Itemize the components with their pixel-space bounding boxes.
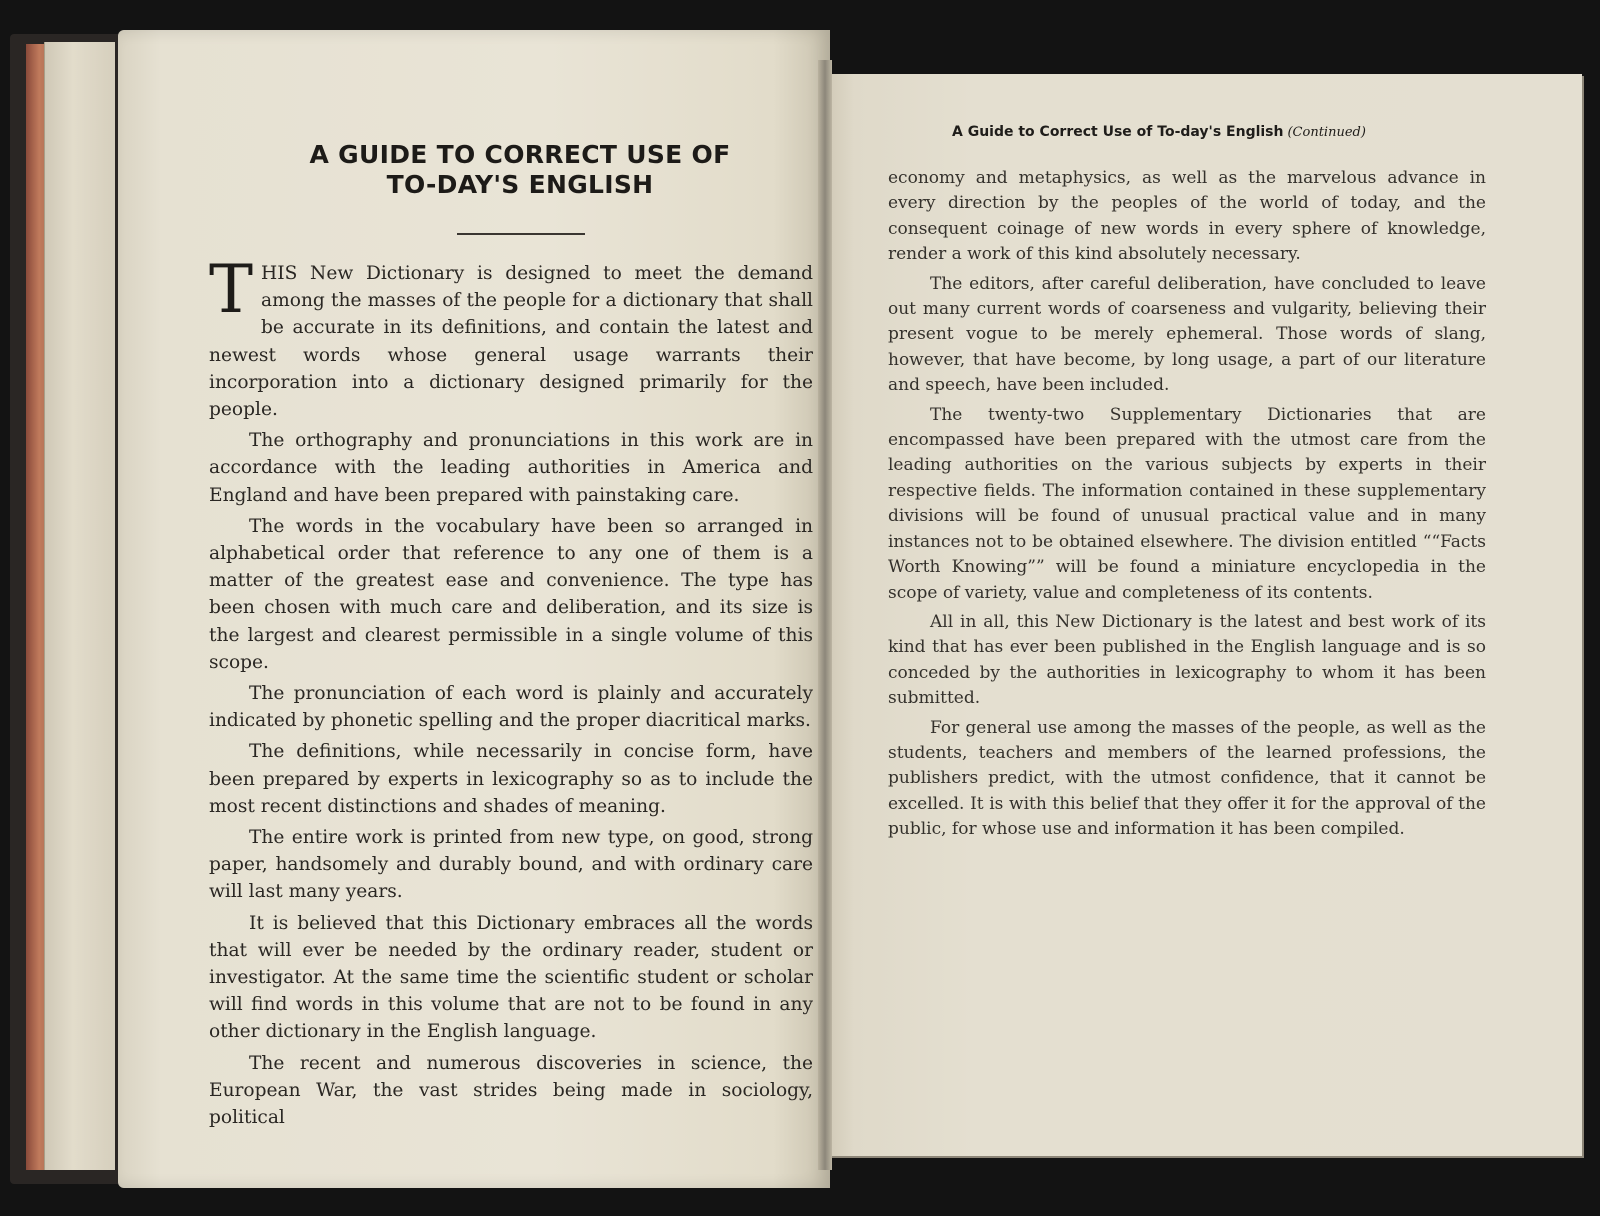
paragraph-supplementary: The twenty-two Supplementary Dictionaries that are encompassed have been prepared with the utmost care from the leading authorities on the various subjects by experts in their respective fields. The information contained in these supplementary divisions will be found of unusual practical value and in many instances not to be obtained elsewhere. The division entitled ““Facts Worth Knowing”” will be found a miniature encyclopedia in the scope of variety, value and completeness of its contents. <box>888 404 1486 603</box>
paragraph-continuation: economy and metaphysics, as well as the marvelous advance in every direction by the peoples of the world of today, and the consequent coinage of new words in every sphere of knowledge, render a work of this kind absolutely necessary. <box>888 168 1486 265</box>
paragraph-discoveries: The recent and numerous discoveries in science, the European War, the vast strides being made in sociology, political <box>209 1052 813 1129</box>
paragraph-intro <box>209 251 813 423</box>
paragraph-pronunciation: The pronunciation of each word is plainly and accurately indicated by phonetic spelling and the proper diacritical marks. <box>209 683 813 732</box>
running-head-text: A Guide to Correct Use of To-day's English <box>952 124 1284 140</box>
title-line-2: TO-DAY'S ENGLISH <box>386 170 654 199</box>
book-gutter <box>818 60 832 1170</box>
title-line-1: A GUIDE TO CORRECT USE OF <box>309 140 731 169</box>
paragraph-definitions: The definitions, while necessarily in concise form, have been prepared by experts in lexicography so as to include the most recent distinctions and shades of meaning. <box>209 741 813 817</box>
drop-cap: T <box>209 251 254 328</box>
paragraph-summary: All in all, this New Dictionary is the latest and best work of its kind that has ever been published in the English language and is so conceded by the authorities in lexicography to whom it has been submitted. <box>888 611 1486 709</box>
page-title <box>180 140 860 200</box>
right-text-column <box>888 166 1486 847</box>
page-stack-edge <box>44 42 115 1170</box>
paragraph-coverage: It is believed that this Dictionary embraces all the words that will ever be needed by the ordinary reader, student or investigator. At the same time the scientific student or scholar will find words in this volume that are not to be found in any other dictionary in the English language. <box>209 912 813 1043</box>
running-head <box>952 124 1472 140</box>
left-text-column <box>209 251 813 1135</box>
paragraph-closing: For general use among the masses of the people, as well as the students, teachers and members of the learned professions, the publishers predict, with the utmost confidence, that it cannot be excelled. It is with this belief that they offer it for the approval of the public, for whose use and information it has been compiled. <box>888 717 1486 840</box>
paragraph-vocabulary: The words in the vocabulary have been so arranged in alphabetical order that reference to any one of them is a matter of the greatest ease and convenience. The type has been chosen with much care and deliberation, and its size is the largest and clearest permissible in a single volume of this scope. <box>209 515 813 673</box>
paragraph-editors: The editors, after careful deliberation, have concluded to leave out many current words of coarseness and vulgarity, believing their present vogue to be merely ephemeral. Those words of slang, however, that have become, by long usage, a part of our literature and speech, have been included. <box>888 273 1486 396</box>
title-divider <box>457 233 585 235</box>
running-head-continued: (Continued) <box>1287 125 1366 140</box>
paragraph-orthography: The orthography and pronunciations in this work are in accordance with the leading authorities in America and England and have been prepared with painstaking care. <box>209 430 813 506</box>
paragraph-text: HIS New Dictionary is designed to meet the demand among the masses of the people for a dictionary that shall be accurate in its definitions, and contain the latest and newest words whose general usage warrants their incorporation into a dictionary designed primarily for the people. <box>209 263 813 421</box>
paragraph-printing: The entire work is printed from new type, on good, strong paper, handsomely and durably bound, and with ordinary care will last many years. <box>209 827 813 903</box>
